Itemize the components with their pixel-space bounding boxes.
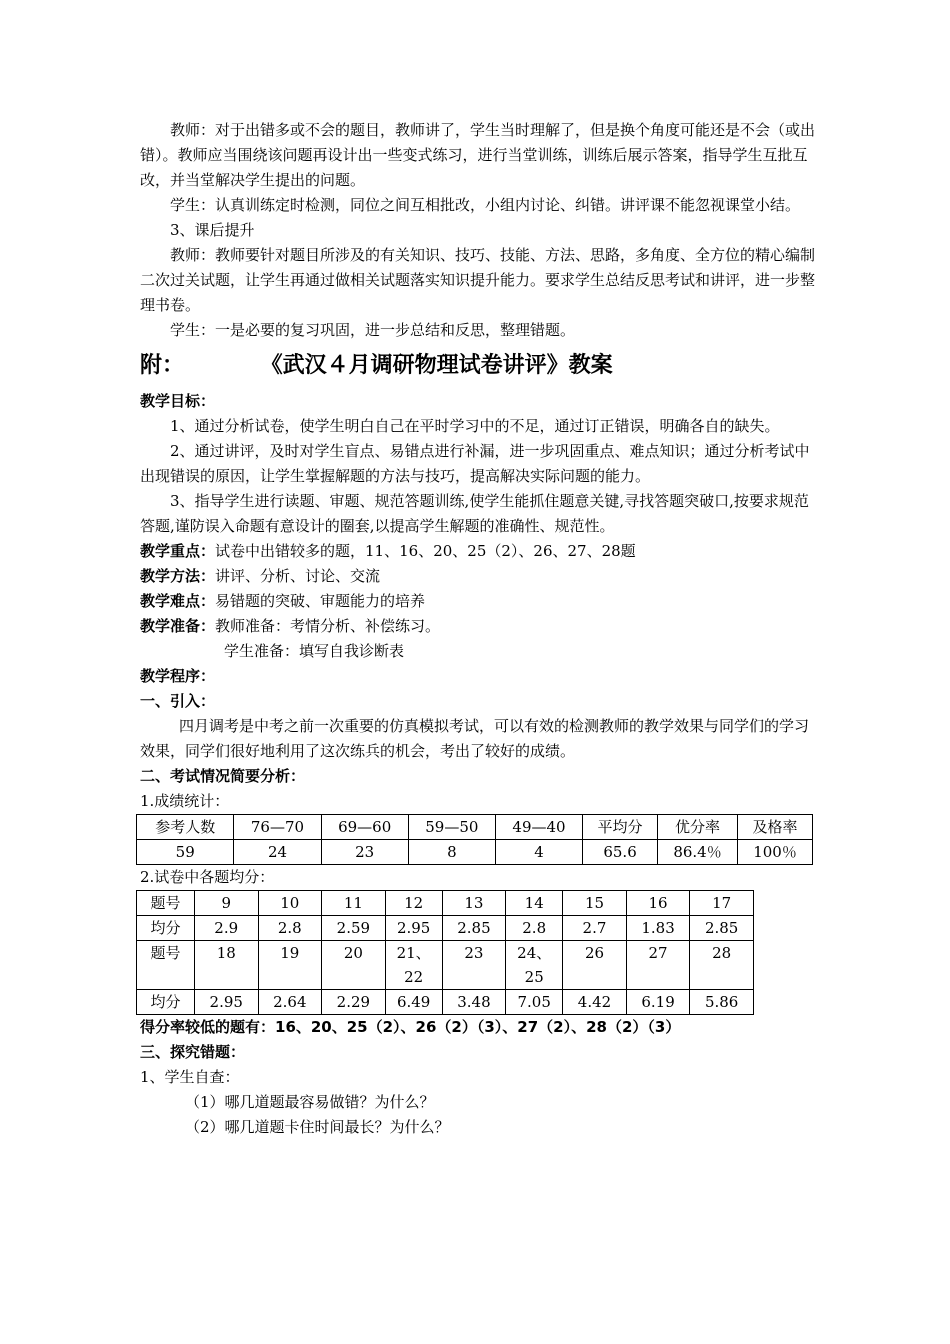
- table-cell: 2.8: [506, 916, 563, 941]
- table-cell: 2.95: [194, 990, 258, 1015]
- table-cell: 23: [321, 840, 408, 865]
- difficulties: [140, 589, 815, 614]
- stats-caption: 1.成绩统计：: [140, 792, 230, 810]
- table-cell: 8: [408, 840, 495, 865]
- table-cell: 23: [442, 941, 506, 990]
- table-cell: 9: [194, 891, 258, 916]
- table-cell: 19: [258, 941, 322, 990]
- table-cell: 2.59: [322, 916, 386, 941]
- objectives-label: 教学目标：: [140, 392, 216, 410]
- title-text: 《武汉４月调研物理试卷讲评》教案: [260, 353, 613, 378]
- section1-text: 四月调考是中考之前一次重要的仿真模拟考试，可以有效的检测教师的教学效果与同学们的学习效果，同学们很好地利用了这次练兵的机会，考出了较好的成绩。: [140, 717, 810, 760]
- low-score-questions: 得分率较低的题有：16、20、25（2）、26（2）（3）、27（2）、28（2）（3）: [140, 1018, 681, 1036]
- table-cell: 21、22: [385, 941, 442, 990]
- preparation-label: 教学准备：: [140, 617, 216, 635]
- table-cell: 69—60: [321, 815, 408, 840]
- table-cell: 2.7: [563, 916, 627, 941]
- table-cell: 49—40: [495, 815, 582, 840]
- table-cell: 2.9: [194, 916, 258, 941]
- title-prefix: 附：: [140, 353, 185, 378]
- paragraph-teacher-1: 教师：对于出错多或不会的题目，教师讲了，学生当时理解了，但是换个角度可能还是不会（或出错）。教师应当围绕该问题再设计出一些变式练习，进行当堂训练，训练后展示答案，指导学生互批互改，并当堂解决学生提出的问题。: [140, 121, 816, 189]
- table-cell: 及格率: [738, 815, 813, 840]
- table-cell: 6.19: [626, 990, 690, 1015]
- table-cell: 2.8: [258, 916, 322, 941]
- objective-item-3: 3、指导学生进行读题、审题、规范答题训练,使学生能抓住题意关键,寻找答题突破口,按要求规范答题,谨防误入命题有意设计的圈套,以提高学生解题的准确性、规范性。: [140, 492, 809, 535]
- table-cell: 4.42: [563, 990, 627, 1015]
- preparation-student: 学生准备：填写自我诊断表: [224, 642, 405, 660]
- table-cell: 10: [258, 891, 322, 916]
- objective-item-1: 1、通过分析试卷，使学生明白自己在平时学习中的不足，通过订正错误，明确各自的缺失。: [170, 417, 780, 435]
- table-cell: 65.6: [583, 840, 658, 865]
- table-cell: 59: [137, 840, 234, 865]
- table-cell: 4: [495, 840, 582, 865]
- preparation: [140, 614, 815, 639]
- table-cell: 2.85: [442, 916, 506, 941]
- table-cell: 优分率: [658, 815, 738, 840]
- table-cell: 1.83: [626, 916, 690, 941]
- self-check-question-1: （1）哪几道题最容易做错？为什么？: [185, 1093, 435, 1111]
- table-cell: 5.86: [690, 990, 754, 1015]
- table-cell: 17: [690, 891, 754, 916]
- key-points: [140, 539, 815, 564]
- table-cell: 26: [563, 941, 627, 990]
- document-body: [140, 118, 815, 1140]
- table-cell: 76—70: [234, 815, 321, 840]
- table-cell: 参考人数: [137, 815, 234, 840]
- table-cell: 题号: [137, 941, 195, 990]
- table-cell: 86.4％: [658, 840, 738, 865]
- table-cell: 27: [626, 941, 690, 990]
- table-cell: 平均分: [583, 815, 658, 840]
- self-check-label: 1、学生自查：: [140, 1068, 240, 1086]
- table-cell: 18: [194, 941, 258, 990]
- table-cell: 20: [322, 941, 386, 990]
- difficulties-text: 易错题的突破、审题能力的培养: [215, 592, 426, 610]
- objective-item-2: 2、通过讲评，及时对学生盲点、易错点进行补漏，进一步巩固重点、难点知识；通过分析考试中出现错误的原因，让学生掌握解题的方法与技巧，提高解决实际问题的能力。: [140, 442, 810, 485]
- table-row: [137, 891, 754, 916]
- table-cell: 16: [626, 891, 690, 916]
- key-points-text: 试卷中出错较多的题，11、16、20、25（2）、26、27、28题: [215, 542, 636, 560]
- self-check-question-2: （2）哪几道题卡住时间最长？为什么？: [185, 1118, 450, 1136]
- key-points-label: 教学重点：: [140, 542, 216, 560]
- methods-label: 教学方法：: [140, 567, 216, 585]
- paragraph-student-1: 学生：认真训练定时检测，同位之间互相批改，小组内讨论、纠错。讲评课不能忽视课堂小结。: [170, 196, 801, 214]
- procedure-label: 教学程序：: [140, 667, 216, 685]
- preparation-teacher: 教师准备：考情分析、补偿练习。: [215, 617, 441, 635]
- section2-heading: 二、考试情况简要分析：: [140, 767, 306, 785]
- table-cell: 2.95: [385, 916, 442, 941]
- table-cell: 28: [690, 941, 754, 990]
- table-cell: 13: [442, 891, 506, 916]
- table-row: [137, 840, 813, 865]
- paragraph-after-class: 3、课后提升: [170, 221, 255, 239]
- table-cell: 24: [234, 840, 321, 865]
- table-cell: 59—50: [408, 815, 495, 840]
- question-average-table: [136, 890, 754, 1015]
- table-cell: 15: [563, 891, 627, 916]
- methods-text: 讲评、分析、讨论、交流: [215, 567, 381, 585]
- table-row: [137, 815, 813, 840]
- section1-heading: 一、引入：: [140, 692, 216, 710]
- difficulties-label: 教学难点：: [140, 592, 216, 610]
- table-cell: 12: [385, 891, 442, 916]
- table-cell: 7.05: [506, 990, 563, 1015]
- avg-caption: 2.试卷中各题均分：: [140, 868, 275, 886]
- table-cell: 均分: [137, 990, 195, 1015]
- table-cell: 11: [322, 891, 386, 916]
- table-cell: 3.48: [442, 990, 506, 1015]
- table-cell: 题号: [137, 891, 195, 916]
- lesson-plan-title: [140, 347, 815, 385]
- table-cell: 14: [506, 891, 563, 916]
- table-cell: 24、25: [506, 941, 563, 990]
- table-cell: 均分: [137, 916, 195, 941]
- table-cell: 2.64: [258, 990, 322, 1015]
- table-row: [137, 916, 754, 941]
- table-row: [137, 941, 754, 990]
- table-cell: 100％: [738, 840, 813, 865]
- table-cell: 6.49: [385, 990, 442, 1015]
- methods: [140, 564, 815, 589]
- section3-heading: 三、探究错题：: [140, 1043, 246, 1061]
- table-cell: 2.85: [690, 916, 754, 941]
- score-stats-table: [136, 814, 813, 865]
- table-row: [137, 990, 754, 1015]
- table-cell: 2.29: [322, 990, 386, 1015]
- paragraph-student-2: 学生：一是必要的复习巩固，进一步总结和反思，整理错题。: [170, 321, 576, 339]
- paragraph-teacher-2: 教师：教师要针对题目所涉及的有关知识、技巧、技能、方法、思路，多角度、全方位的精心编制二次过关试题，让学生再通过做相关试题落实知识提升能力。要求学生总结反思考试和讲评，进一步整理书卷。: [140, 246, 816, 314]
